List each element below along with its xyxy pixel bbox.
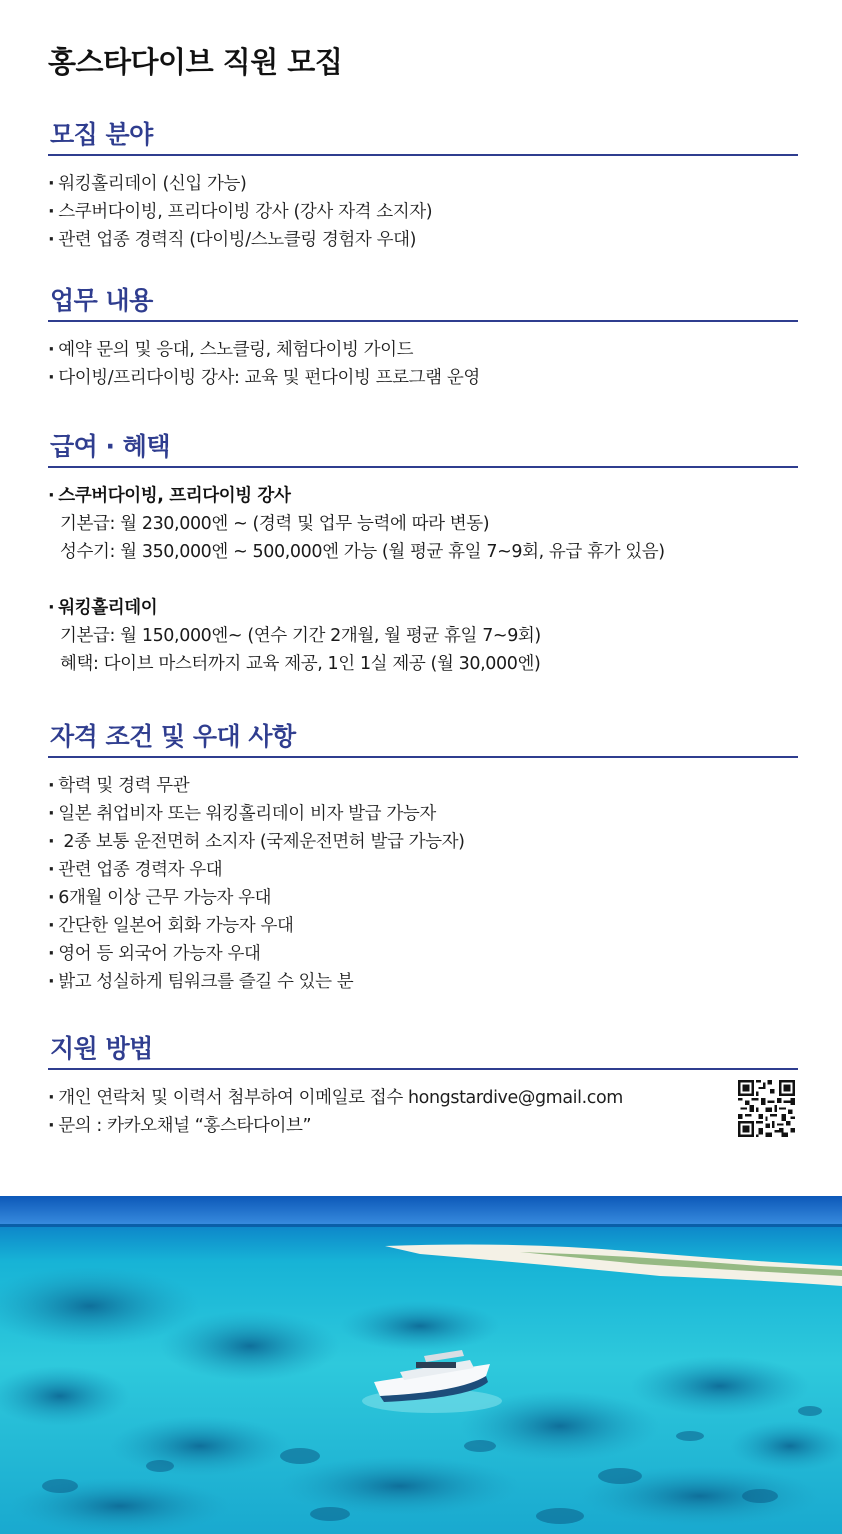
pay-detail-line: 기본급: 월 230,000엔 ~ (경력 및 업무 능력에 따라 변동) xyxy=(60,514,490,534)
list-item: · 밝고 성실하게 팀워크를 즐길 수 있는 분 xyxy=(48,968,798,996)
section-heading: 업무 내용 xyxy=(48,286,798,322)
qr-code-icon[interactable] xyxy=(738,1080,795,1137)
list-item: · 일본 취업비자 또는 워킹홀리데이 비자 발급 가능자 xyxy=(48,800,798,828)
pay-detail-line: 혜택: 다이브 마스터까지 교육 제공, 1인 1실 제공 (월 30,000엔) xyxy=(60,654,541,674)
list-item: · 개인 연락처 및 이력서 첨부하여 이메일로 접수 hongstardive@gmail.com xyxy=(48,1084,798,1112)
pay-group-working-holiday xyxy=(48,594,798,678)
section-recruit-fields xyxy=(48,120,798,254)
ocean-boat-photo xyxy=(0,1196,842,1534)
section-heading: 자격 조건 및 우대 사항 xyxy=(48,722,798,758)
list-item: · 관련 업종 경력직 (다이빙/스노클링 경험자 우대) xyxy=(48,226,798,254)
section-heading: 모집 분야 xyxy=(48,120,798,156)
list-item: · 스쿠버다이빙, 프리다이빙 강사 (강사 자격 소지자) xyxy=(48,198,798,226)
section-duties xyxy=(48,286,798,392)
section-pay-benefits xyxy=(48,432,798,678)
list-item: · 학력 및 경력 무관 xyxy=(48,772,798,800)
pay-group-instructor xyxy=(48,482,798,566)
apply-list xyxy=(48,1084,798,1140)
list-item: · 관련 업종 경력자 우대 xyxy=(48,856,798,884)
section-heading: 급여 · 혜택 xyxy=(48,432,798,468)
page-title: 홍스타다이브 직원 모집 xyxy=(48,45,343,79)
pay-group-title: · 워킹홀리데이 xyxy=(48,594,798,622)
pay-detail-line: 기본급: 월 150,000엔~ (연수 기간 2개월, 월 평균 휴일 7~9회) xyxy=(60,626,541,646)
list-item: · 2종 보통 운전면허 소지자 (국제운전면허 발급 가능자) xyxy=(48,828,798,856)
pay-group-title: · 스쿠버다이빙, 프리다이빙 강사 xyxy=(48,482,798,510)
qualifications-list xyxy=(48,772,798,996)
list-item: · 영어 등 외국어 가능자 우대 xyxy=(48,940,798,968)
list-item: · 예약 문의 및 응대, 스노클링, 체험다이빙 가이드 xyxy=(48,336,798,364)
list-item: · 문의 : 카카오채널 “홍스타다이브” xyxy=(48,1112,798,1140)
section-apply xyxy=(48,1034,798,1140)
pay-detail-line: 성수기: 월 350,000엔 ~ 500,000엔 가능 (월 평균 휴일 7~9회, 유급 휴가 있음) xyxy=(60,542,665,562)
list-item: · 간단한 일본어 회화 가능자 우대 xyxy=(48,912,798,940)
section-qualifications xyxy=(48,722,798,996)
list-item: · 6개월 이상 근무 가능자 우대 xyxy=(48,884,798,912)
list-item: · 워킹홀리데이 (신입 가능) xyxy=(48,170,798,198)
duties-list xyxy=(48,336,798,392)
list-item: · 다이빙/프리다이빙 강사: 교육 및 펀다이빙 프로그램 운영 xyxy=(48,364,798,392)
section-heading: 지원 방법 xyxy=(48,1034,798,1070)
recruit-fields-list xyxy=(48,170,798,254)
